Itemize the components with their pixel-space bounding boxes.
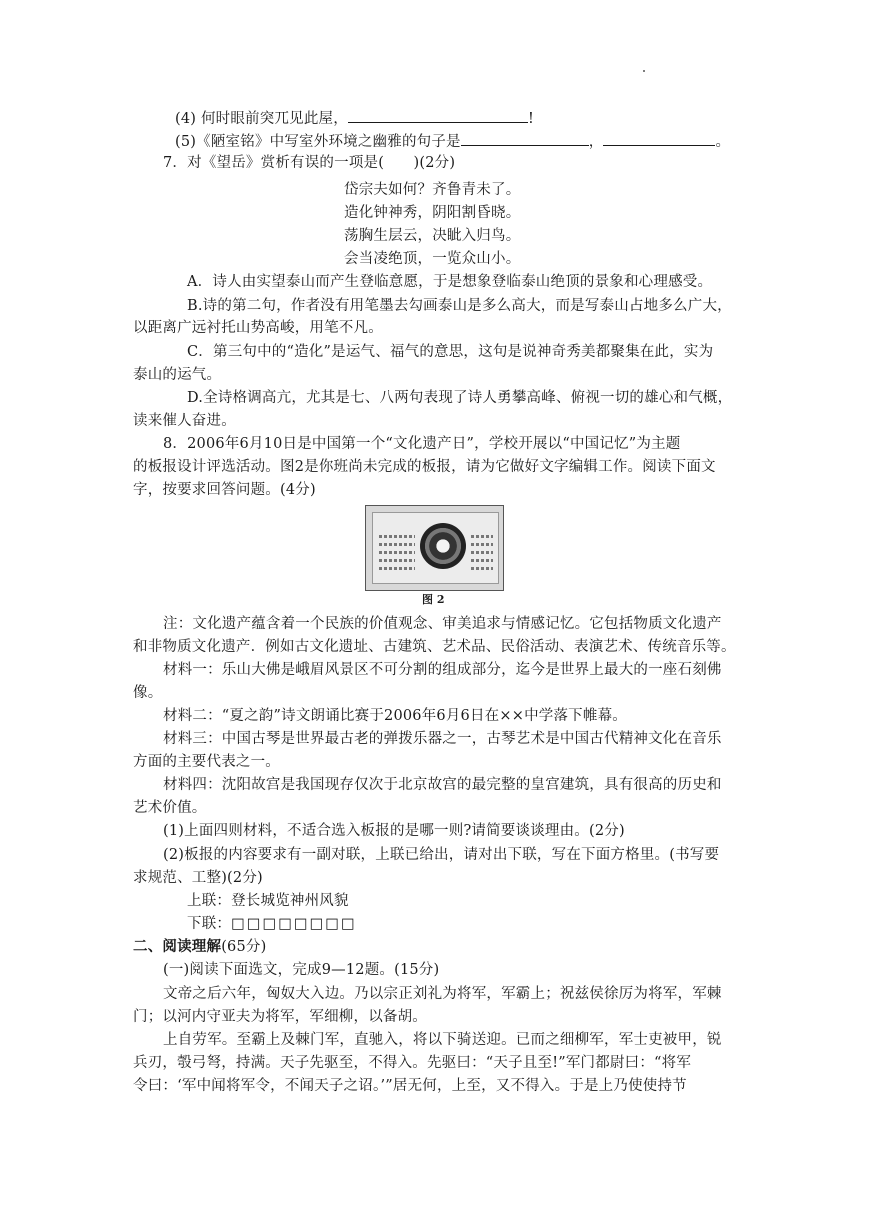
- option-d: D.全诗格调高亢，尤其是七、八两句表现了诗人勇攀高峰、俯视一切的雄心和气概，: [187, 390, 733, 406]
- board-surface: [372, 512, 499, 584]
- material-4: 材料四：沈阳故宫是我国现存仅次于北京故宫的最完整的皇宫建筑，具有很高的历史和: [163, 777, 722, 793]
- option-b: B.诗的第二句，作者没有用笔墨去勾画泰山是多么高大，而是写泰山占地多么广大，: [187, 298, 732, 314]
- fill-item-5: (5)《陋室铭》中写室外环境之幽雅的句子是 ， 。: [175, 131, 730, 152]
- material-2: 材料二：“夏之韵”诗文朗诵比赛于2006年6月6日在××中学落下帷幕。: [163, 708, 627, 724]
- section-2-heading: 二、阅读理解(65分): [133, 938, 267, 955]
- note: 注：文化遗产蕴含着一个民族的价值观念、审美追求与情感记忆。它包括物质文化遗产: [163, 616, 722, 632]
- note-cont: 和非物质文化遗产．例如古文化遗址、古建筑、艺术品、民俗活动、表演艺术、传统音乐等。: [133, 639, 736, 655]
- passage-line: 令曰：‘军中闻将军令，不闻天子之诏。’”居无何，上至，又不得入。于是上乃使使持节: [133, 1078, 687, 1094]
- option-d-cont: 读来催人奋进。: [133, 413, 236, 429]
- subquestion-1: (1)上面四则材料，不适合选入板报的是哪一则?请简要谈谈理由。(2分): [163, 823, 625, 839]
- cultural-heritage-emblem-icon: [420, 523, 466, 569]
- answer-boxes[interactable]: □□□□□□□□: [231, 916, 357, 932]
- poem-line: 会当凌绝顶，一览众山小。: [344, 251, 521, 267]
- subquestion-2: (2)板报的内容要求有一副对联，上联已给出，请对出下联，写在下面方格里。(书写要: [163, 847, 720, 863]
- answer-blank[interactable]: [461, 131, 589, 146]
- lower-couplet: 下联：□□□□□□□□: [187, 916, 357, 932]
- option-c: C．第三句中的“造化”是运气、福气的意思，这句是说神奇秀美都聚集在此，实为: [187, 344, 714, 360]
- reading-1-intro: (一)阅读下面选文，完成9—12题。(15分): [163, 962, 440, 978]
- material-3: 材料三：中国古琴是世界最古老的弹拨乐器之一，古琴艺术是中国古代精神文化在音乐: [163, 731, 722, 747]
- question-8: 8．2006年6月10日是中国第一个“文化遗产日”，学校开展以“中国记忆”为主题: [163, 436, 681, 452]
- figure-caption: 图 2: [422, 593, 445, 606]
- material-1-cont: 像。: [133, 685, 163, 701]
- answer-blank[interactable]: [603, 131, 715, 146]
- option-a: A．诗人由实望泰山而产生登临意愿，于是想象登临泰山绝顶的景象和心理感受。: [187, 274, 713, 290]
- question-8-cont: 的板报设计评选活动。图2是你班尚未完成的板报，请为它做好文字编辑工作。阅读下面文: [133, 459, 716, 475]
- passage-line: 文帝之后六年，匈奴大入边。乃以宗正刘礼为将军，军霸上；祝兹侯徐厉为将军，军棘: [163, 986, 722, 1002]
- material-4-cont: 艺术价值。: [133, 800, 207, 816]
- passage-line: 兵刃，彀弓弩，持满。天子先驱至，不得入。先驱曰：“天子且至!”军门都尉曰：“将军: [133, 1055, 692, 1071]
- blackboard-figure: [365, 505, 504, 591]
- scan-speck: [643, 70, 645, 72]
- option-b-cont: 以距离广远衬托山势高峻，用笔不凡。: [133, 320, 383, 336]
- subquestion-2-cont: 求规范、工整)(2分): [133, 870, 263, 886]
- upper-couplet: 上联：登长城览神州风貌: [187, 893, 349, 909]
- poem-line: 岱宗夫如何？齐鲁青未了。: [344, 182, 521, 198]
- passage-line: 门；以河内守亚夫为将军，军细柳，以备胡。: [133, 1009, 427, 1025]
- poem-line: 造化钟神秀，阴阳割昏晓。: [344, 205, 521, 221]
- material-3-cont: 方面的主要代表之一。: [133, 754, 280, 770]
- option-c-cont: 泰山的运气。: [133, 367, 222, 383]
- answer-blank[interactable]: [348, 108, 528, 123]
- fill-item-4: (4) 何时眼前突兀见此屋， !: [175, 108, 534, 129]
- question-8-cont: 字，按要求回答问题。(4分): [133, 482, 316, 498]
- material-1: 材料一：乐山大佛是峨眉风景区不可分割的组成部分，迄今是世界上最大的一座石刻佛: [163, 662, 722, 678]
- question-7: 7．对《望岳》赏析有误的一项是( )(2分): [163, 155, 456, 171]
- passage-line: 上自劳军。至霸上及棘门军，直驰入，将以下骑送迎。已而之细柳军，军士吏被甲，锐: [163, 1032, 722, 1048]
- poem-line: 荡胸生层云，决眦入归鸟。: [344, 228, 521, 244]
